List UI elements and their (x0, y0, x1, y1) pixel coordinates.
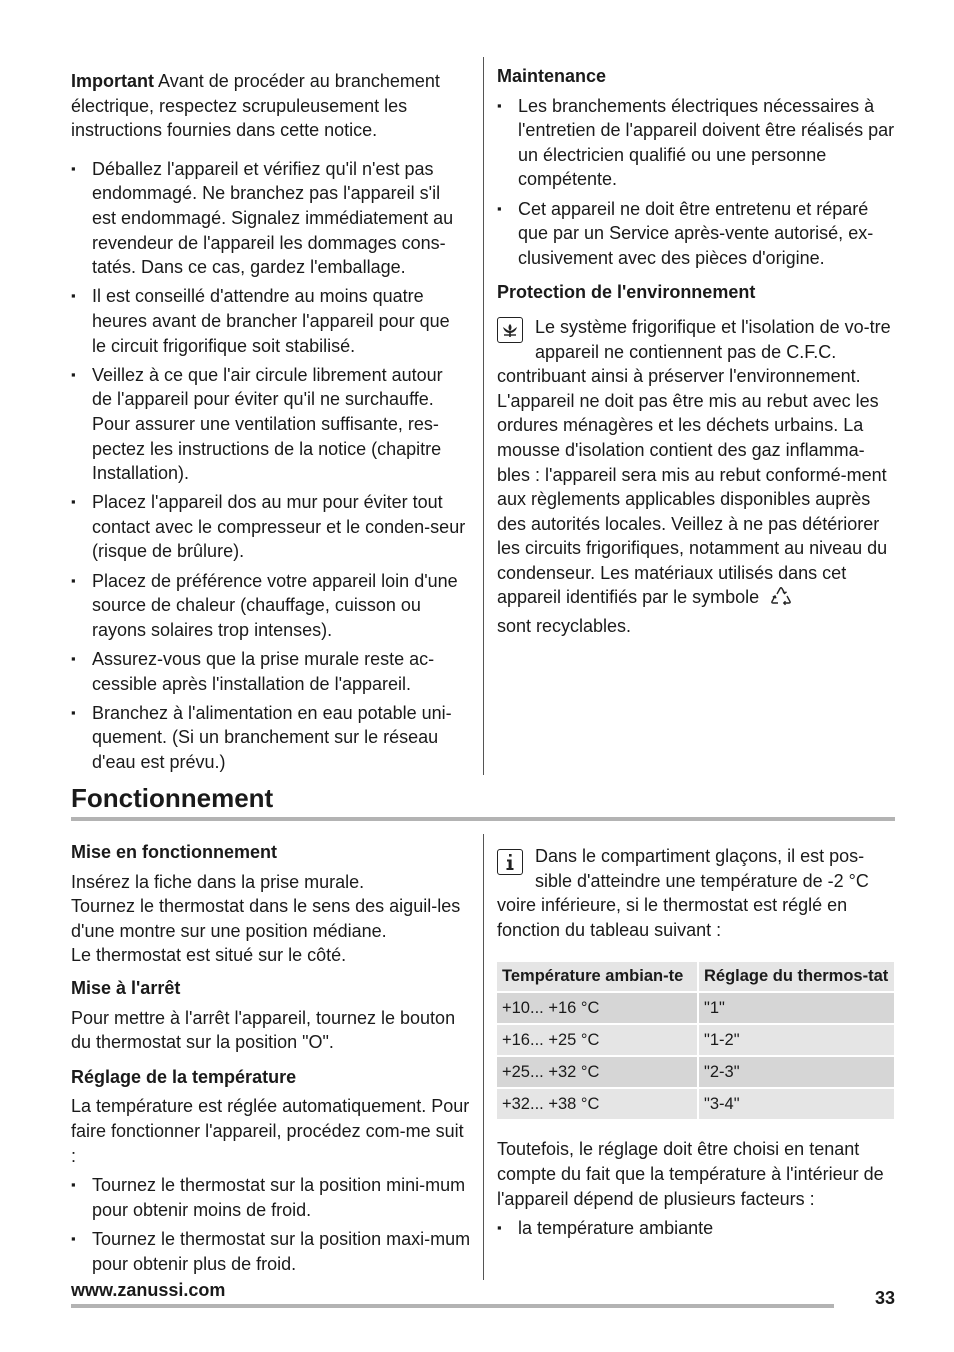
column-divider-top (483, 57, 484, 775)
footer-rule (71, 1304, 834, 1308)
page-number: 33 (874, 1288, 895, 1308)
table-row (497, 1024, 894, 1056)
section-title-rule (71, 817, 895, 821)
list-item: ▪ Les branchements électriques nécessaires à l'entretien de l'appareil doivent être réalisés par un électricien qualifié ou une personne compétente. (497, 94, 897, 192)
environment-heading: Protection de l'environnement (497, 282, 756, 303)
table-cell: "1-2" (698, 1024, 894, 1056)
table-cell: "2-3" (698, 1056, 894, 1088)
environment-paragraph (497, 315, 897, 639)
table-cell: +10... +16 °C (497, 992, 698, 1024)
maintenance-bullet-list (497, 94, 897, 271)
left-bottom-column (71, 840, 471, 1276)
maintenance-heading: Maintenance (497, 66, 607, 86)
list-item: ▪ Assurez-vous que la prise murale reste ac-cessible après l'installation de l'appareil. (71, 647, 467, 696)
table-header-row (497, 962, 894, 992)
list-item: ▪ la température ambiante (497, 1216, 897, 1241)
environment-text: Le système frigorifique et l'isolation de vo-tre appareil ne contiennent pas de C.F.C. contribuant ainsi à préserver l'environnement. L'appareil ne doit pas être mis au rebut avec les ordures ménagères et les déchets urbains. La mousse d'isolation contient des gaz inflamma-bles : l'appareil sera mis au rebut conformé-ment aux règlements applicables disponibles auprès des autorités locales. Veillez à ne pas détériorer les circuits frigorifiques, notamment au niveau du condenseur. Les matériaux utilisés dans cet appareil identifiés par le symbole (497, 316, 891, 608)
table-row (497, 1088, 894, 1119)
table-cell: +25... +32 °C (497, 1056, 698, 1088)
info-icon (497, 849, 523, 875)
list-item: ▪ Veillez à ce que l'air circule librement autour de l'appareil pour éviter qu'il ne surchauffe. Pour assurer une ventilation suffisante, res-pectez les instructions de la notice (chapitre Installation). (71, 363, 467, 486)
reglage-bullet-list (71, 1173, 471, 1276)
section-title: Fonctionnement (71, 783, 274, 813)
table-cell: +16... +25 °C (497, 1024, 698, 1056)
footer-website: www.zanussi.com (71, 1280, 226, 1300)
right-top-column (497, 64, 897, 639)
list-item: ▪ Déballez l'appareil et vérifiez qu'il n'est pas endommagé. Ne branchez pas l'appareil s'il est endommagé. Signalez immédiatement au revendeur de l'appareil les dommages cons-tatés. Dans ce cas, gardez l'emballage. (71, 157, 467, 280)
list-item: ▪ Il est conseillé d'attendre au moins quatre heures avant de brancher l'appareil pour que le circuit frigorifique soit stabilisé. (71, 284, 467, 358)
table-cell: "1" (698, 992, 894, 1024)
column-divider-bottom (483, 834, 484, 1280)
list-item: ▪ Branchez à l'alimentation en eau potable uni-quement. (Si un branchement sur le réseau d'eau est prévu.) (71, 701, 467, 775)
right-bottom-column (497, 844, 897, 1241)
list-item: ▪ Placez de préférence votre appareil loin d'une source de chaleur (chauffage, cuisson ou rayons solaires trop intenses). (71, 569, 467, 643)
list-item: ▪ Tournez le thermostat sur la position maxi-mum pour obtenir plus de froid. (71, 1227, 471, 1276)
list-item: ▪ Cet appareil ne doit être entretenu et réparé que par un Service après-vente autorisé, ex-clusivement avec des pièces d'origine. (497, 197, 897, 271)
info-text: Dans le compartiment glaçons, il est pos-sible d'atteindre une température de -2 °C voire inférieure, si le thermostat est réglé en fonction du tableau suivant : (497, 846, 869, 940)
left-top-column (71, 69, 467, 775)
important-text: Avant de procéder au branchement électrique, respectez scrupuleusement les instructions fournies dans cette notice. (71, 71, 440, 141)
environment-text-end: sont recyclables. (497, 616, 632, 637)
list-item: ▪ Tournez le thermostat sur la position mini-mum pour obtenir moins de froid. (71, 1173, 471, 1222)
table-header-thermostat: Réglage du thermos-tat (698, 962, 894, 992)
install-bullet-list (71, 157, 467, 775)
table-cell: +32... +38 °C (497, 1088, 698, 1119)
recycle-icon (768, 585, 794, 614)
reglage-heading: Réglage de la température (71, 1066, 297, 1087)
reglage-text: La température est réglée automatiquement. Pour faire fonctionner l'appareil, procédez com-me suit : (71, 1096, 470, 1166)
table-row (497, 992, 894, 1024)
table-row (497, 1056, 894, 1088)
thermostat-table (497, 962, 894, 1119)
important-note (71, 69, 467, 143)
list-item: ▪ Placez l'appareil dos au mur pour éviter tout contact avec le compresseur et le conden-seur (risque de brûlure). (71, 490, 467, 564)
factors-bullet-list (497, 1216, 897, 1241)
after-table-text: Toutefois, le réglage doit être choisi en tenant compte du fait que la température à l'intérieur de l'appareil dépend de plusieurs facteurs : (497, 1139, 884, 1209)
eco-flower-icon (497, 317, 523, 343)
important-label: Important (71, 71, 154, 91)
mise-a-larret-text: Pour mettre à l'arrêt l'appareil, tournez le bouton du thermostat sur la position "O". (71, 1007, 456, 1053)
mise-en-fonctionnement-heading: Mise en fonctionnement (71, 842, 278, 862)
table-header-ambient: Température ambian-te (497, 962, 698, 992)
mise-a-larret-heading: Mise à l'arrêt (71, 977, 181, 998)
info-note (497, 844, 897, 942)
table-cell: "3-4" (698, 1088, 894, 1119)
mise-en-fonctionnement-text: Insérez la fiche dans la prise murale. Tournez le thermostat dans le sens des aiguil-les d'une montre sur une position médiane. Le thermostat est situé sur le côté. (71, 871, 461, 966)
